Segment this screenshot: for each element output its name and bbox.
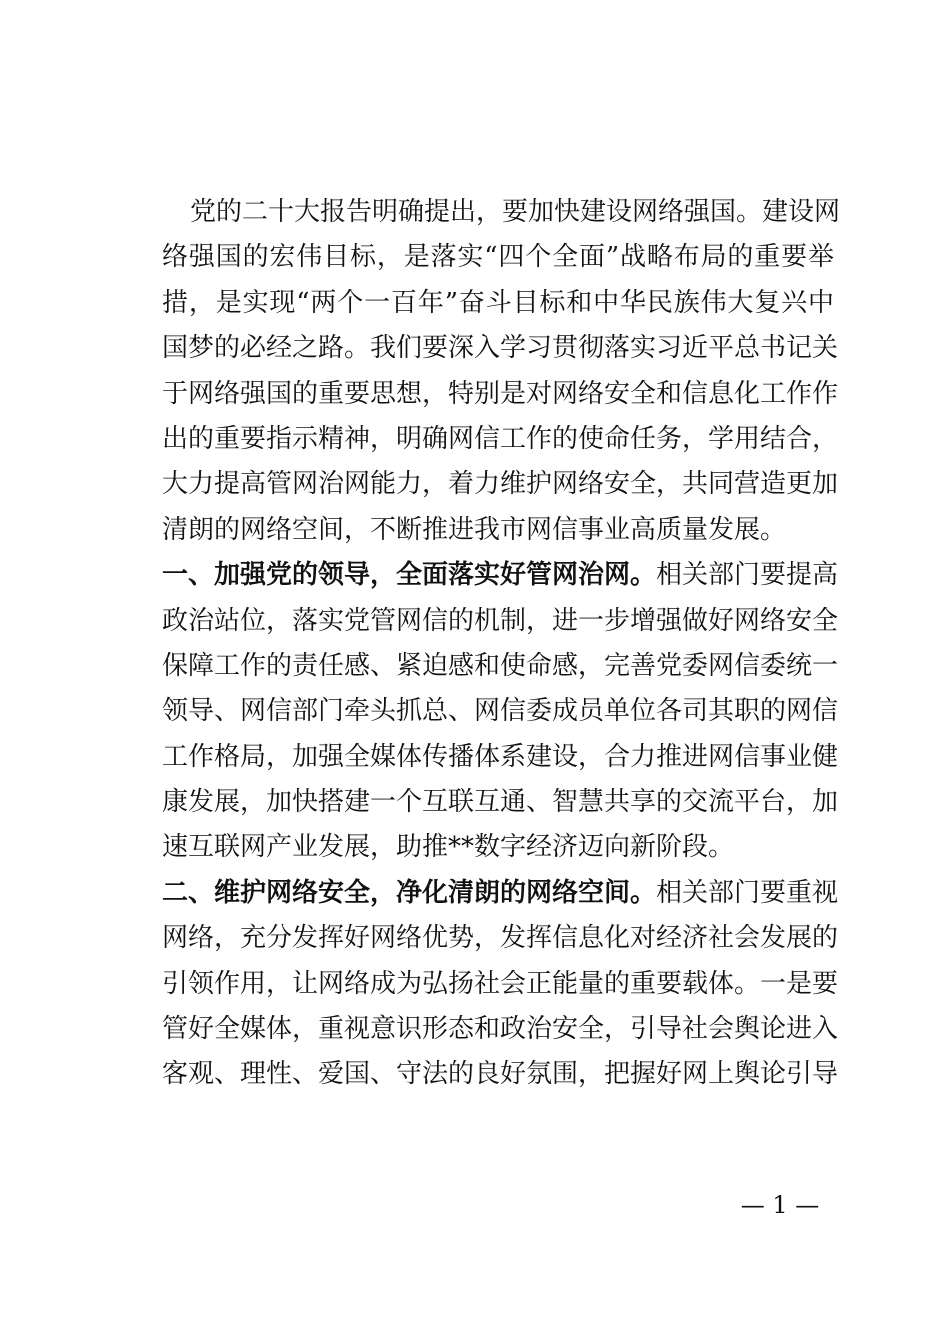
section-1-line: 政治站位，落实党管网信的机制，进一步增强做好网络安全 [162,605,839,636]
section-1-line: 工作格局，加强全媒体传播体系建设，合力推进网信事业健 [162,741,839,772]
section-2-line: 客观、理性、爱国、守法的良好氛围，把握好网上舆论引导 [162,1059,839,1090]
section-2-line: 管好全媒体，重视意识形态和政治安全，引导社会舆论进入 [162,1014,839,1045]
paragraph-1-line: 清朗的网络空间，不断推进我市网信事业高质量发展。 [162,514,787,545]
section-1-heading: 一、加强党的领导，全面落实好管网治网。 [162,560,657,591]
paragraph-1-line: 措，是实现“两个一百年”奋斗目标和中华民族伟大复兴中 [162,287,834,318]
document-body [162,190,841,1098]
section-1-first-line [162,553,839,598]
section-2-line: 引领作用，让网络成为弘扬社会正能量的重要载体。一是要 [162,968,839,999]
section-1-line: 保障工作的责任感、紧迫感和使命感，完善党委网信委统一 [162,650,839,681]
section-2-heading: 二、维护网络安全，净化清朗的网络空间。 [162,877,657,908]
paragraph-1-line: 于网络强国的重要思想，特别是对网络安全和信息化工作作 [162,378,839,409]
section-1-line: 领导、网信部门牵头抓总、网信委成员单位各司其职的网信 [162,696,839,727]
section-1-first-line-text: 相关部门要提高 [656,560,839,591]
section-1-line: 速互联网产业发展，助推**数字经济迈向新阶段。 [162,832,735,863]
section-2-first-line-text: 相关部门要重视 [656,877,839,908]
paragraph-1-line: 络强国的宏伟目标，是落实“四个全面”战略布局的重要举 [162,242,834,273]
section-2-first-line [162,871,839,916]
paragraph-1-line: 大力提高管网治网能力，着力维护网络安全，共同营造更加 [162,469,839,500]
paragraph-1-line: 国梦的必经之路。我们要深入学习贯彻落实习近平总书记关 [162,333,839,364]
paragraph-1-line: 出的重要指示精神，明确网信工作的使命任务，学用结合， [162,423,839,454]
section-2-line: 网络，充分发挥好网络优势，发挥信息化对经济社会发展的 [162,923,839,954]
page-number: — 1 — [740,1191,820,1219]
paragraph-1-line: 党的二十大报告明确提出，要加快建设网络强国。建设网 [190,197,841,227]
section-1-line: 康发展，加快搭建一个互联互通、智慧共享的交流平台，加 [162,787,839,818]
